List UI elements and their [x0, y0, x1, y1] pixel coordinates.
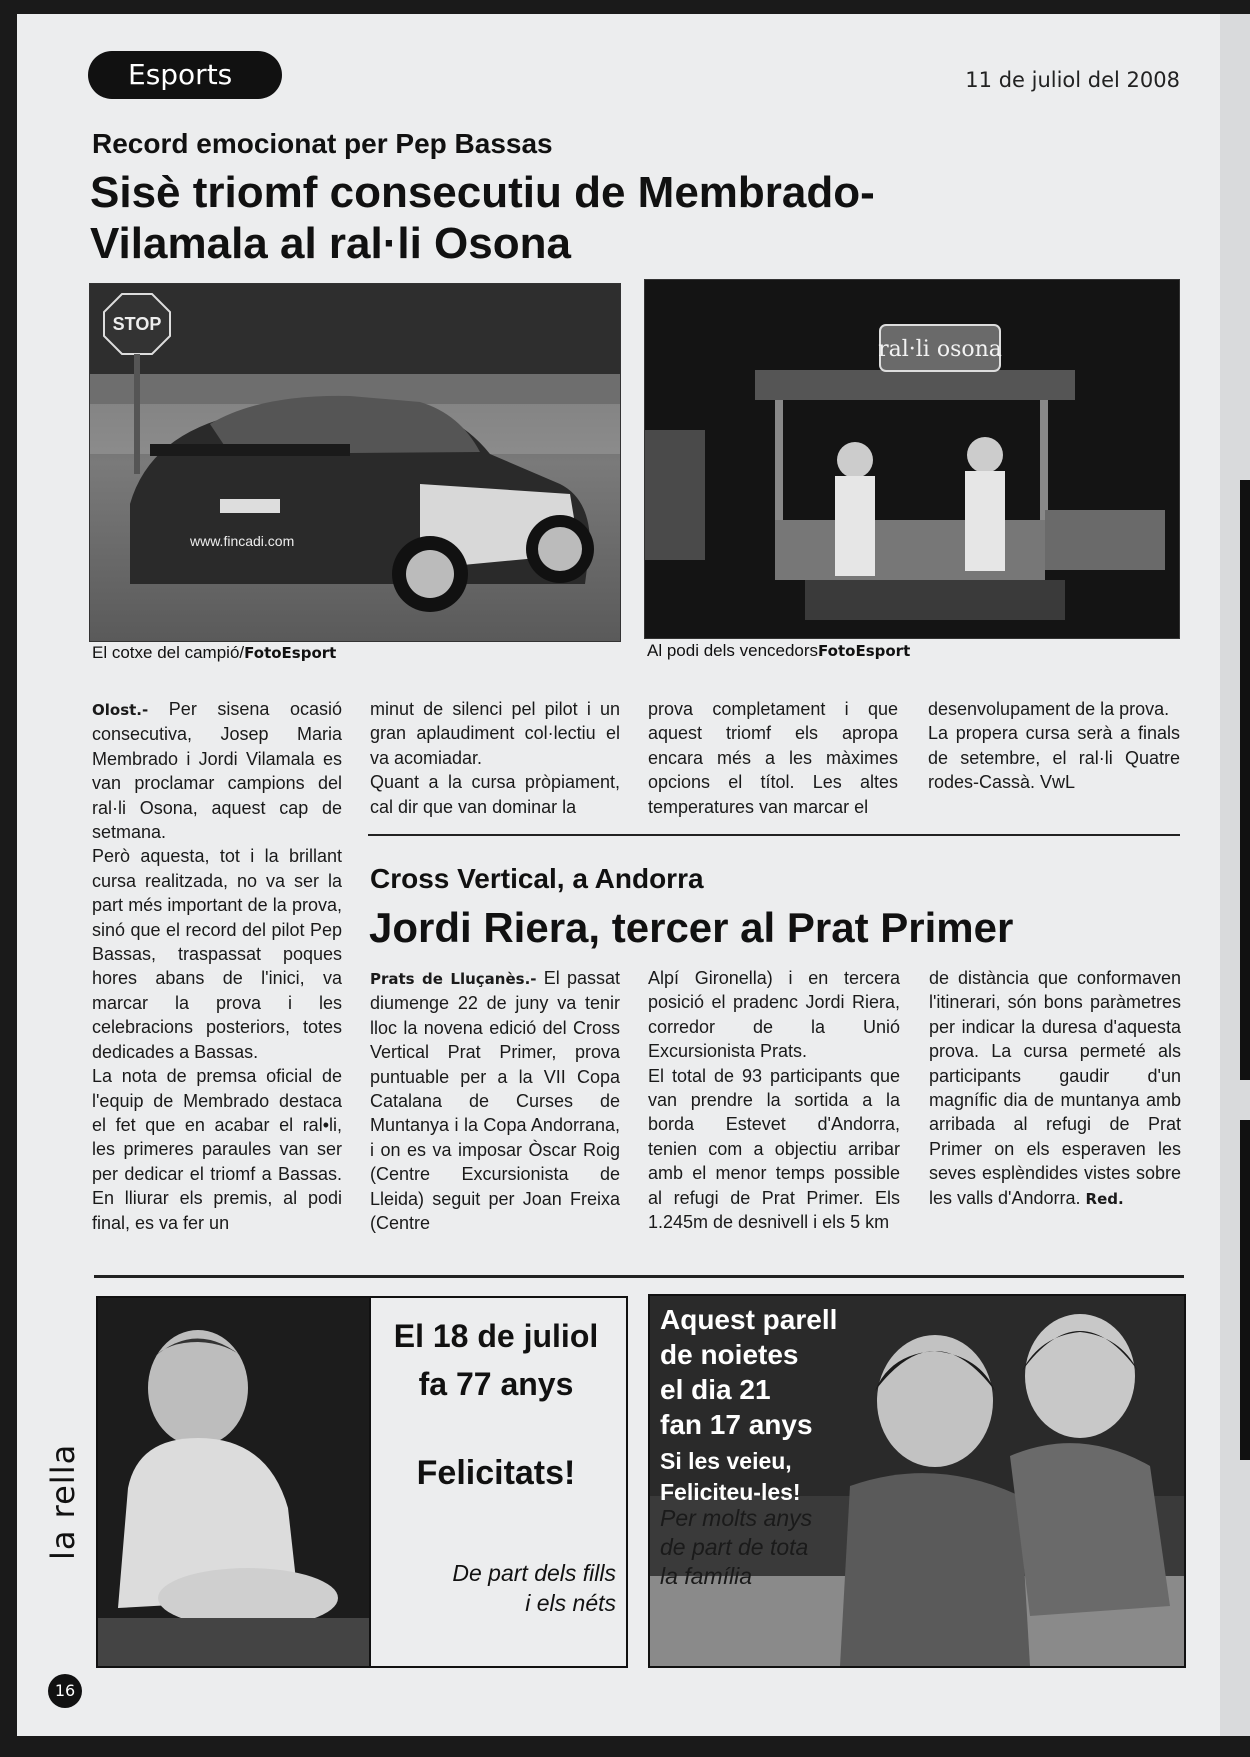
article-divider: [368, 834, 1180, 836]
rally-car-photo: [89, 283, 621, 642]
article1-column-4: desenvolupament de la prova. La propera cursa serà a finals de setembre, el ral·li Quatre rodes-Cassà. VwL: [928, 699, 1180, 793]
podium-photo: [644, 279, 1180, 639]
article2-column-3: de distància que conformaven l'itinerari, són bons paràmetres per indicar la duresa d'aquesta prova. La cursa permeté als participants gaudir d'un magnífic dia de muntanya amb arribada al refugi de Prat Primer on els esperaven les seves esplèndides vistes sobre les valls d'Andorra. Red.: [929, 968, 1181, 1208]
article1-column-2: minut de silenci pel pilot i un gran aplaudiment col·lectiu el va acomiadar. Quant a la cursa pròpiament, cal dir que van dominar la: [370, 699, 620, 817]
issue-date: 11 de juliol del 2008: [965, 68, 1180, 92]
article2-kicker: Cross Vertical, a Andorra: [370, 863, 704, 894]
svg-text:ral·li osona: ral·li osona: [878, 337, 1002, 362]
section-badge: Esports: [88, 51, 282, 99]
article1-column-3: prova completament i que aquest triomf els apropa encara més a les màximes opcions el títol. Les altes temperatures van marcar el: [648, 699, 898, 817]
ad1-from-2: i els néts: [525, 1590, 616, 1616]
ad1-from-1: De part dels fills: [452, 1560, 616, 1586]
article2-column-2: Alpí Gironella) i en tercera posició el pradenc Jordi Riera, corredor de la Unió Excursionista Prats. El total de 93 participants que van prendre la sortida a la borda Estevet d'Andorra, tenien com a objectiu arribar amb el menor temps possible al refugi de Prat Primer. Els 1.245m de desnivell i els 5 km: [648, 968, 900, 1233]
ad2-headline: Aquest parell de noietes el dia 21 fan 17 anys: [660, 1304, 838, 1440]
ad2-signoff: Per molts anys de part de tota la família: [660, 1505, 813, 1589]
ad1-greeting: Felicitats!: [416, 1454, 576, 1492]
svg-text:www.fincadi.com: www.fincadi.com: [190, 533, 295, 549]
svg-text:STOP: STOP: [112, 314, 162, 334]
article1-kicker: Record emocionat per Pep Bassas: [92, 128, 553, 159]
next-page-shadow: [1240, 480, 1250, 1080]
section-divider: [94, 1275, 1184, 1278]
photo1-caption: El cotxe del campió/FotoEsport: [92, 643, 337, 662]
article2-headline: Jordi Riera, tercer al Prat Primer: [369, 904, 1014, 951]
article1-column-1: Olost.- Per sisena ocasió consecutiva, Josep Maria Membrado i Jordi Vilamala es van proclamar campions del ral·li Osona, aquest cap de setmana. Però aquesta, tot i la brillant cursa realitzada, no va ser la part més important de la prova, sinó que el record del pilot Pep Bassas, traspassat poques hores abans de l'inici, va marcar la prova i les celebracions posteriors, totes dedicades a Bassas. La nota de premsa oficial de l'equip de Membrado destaca el fet que en acabar el ral•li, les primeres paraules van ser per dedicar el triomf a Bassas. En lliurar els premis, al podi final, es va fer un: [92, 699, 342, 1233]
ad2-message: Si les veieu, Feliciteu-les!: [660, 1448, 801, 1505]
ad1-date: El 18 de juliol: [393, 1318, 599, 1354]
article1-headline: Sisè triomf consecutiu de Membrado-Vilamala al ral·li Osona: [90, 168, 875, 268]
baby-photo: [96, 1296, 372, 1668]
photo2-caption: Al podi dels vencedorsFotoEsport: [647, 641, 911, 660]
page-number: 16: [48, 1674, 82, 1708]
article2-column-1: Prats de Lluçanès.- El passat diumenge 22 de juny va tenir lloc la novena edició del Cross Vertical Prat Primer, prova puntuable per a la VII Copa Catalana de Curses de Muntanya i la Copa Andorrana, i on es va imposar Òscar Roig (Centre Excursionista de Lleida) seguit per Joan Freixa (Centre: [370, 968, 620, 1234]
ad1-age: fa 77 anys: [418, 1366, 574, 1402]
magazine-name: la rella: [44, 1443, 82, 1560]
next-page-shadow: [1240, 1120, 1250, 1460]
